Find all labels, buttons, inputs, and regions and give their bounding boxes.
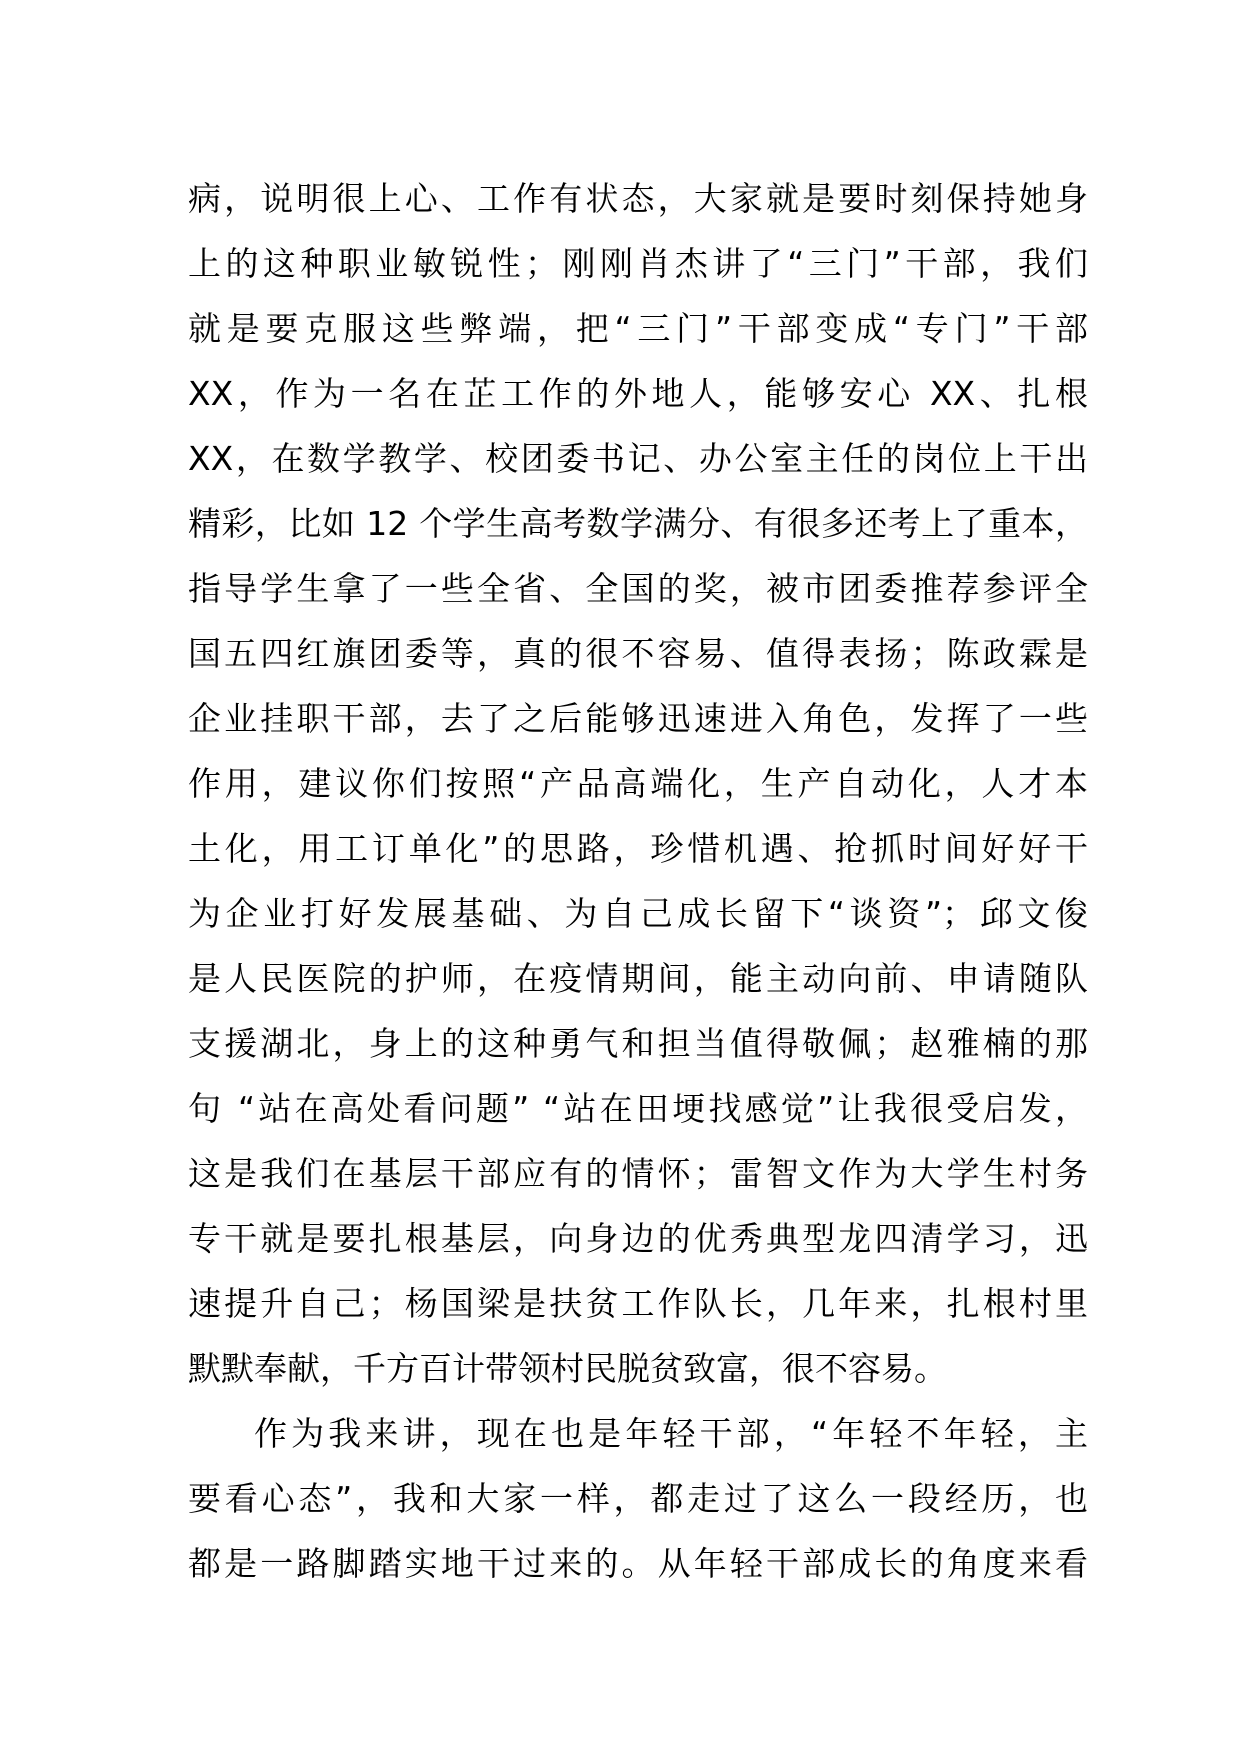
text-line: 就是要克服这些弊端，把“三门”干部变成“专门”干部 — [188, 309, 1088, 348]
text-line: 默默奉献，千方百计带领村民脱贫致富，很不容易。 — [188, 1349, 947, 1388]
text-line: 都是一路脚踏实地干过来的。从年轻干部成长的角度来看 — [188, 1544, 1088, 1583]
text-line: 作为我来讲，现在也是年轻干部，“年轻不年轻，主 — [254, 1414, 1088, 1453]
text-line: 支援湖北，身上的这种勇气和担当值得敬佩；赵雅楠的那 — [188, 1024, 1088, 1063]
text-line: XX，在数学教学、校团委书记、办公室主任的岗位上干出 — [188, 439, 1088, 478]
body-text — [188, 166, 1088, 1596]
text-line: 国五四红旗团委等，真的很不容易、值得表扬；陈政霖是 — [188, 634, 1088, 673]
paragraph-2 — [188, 1401, 1088, 1596]
text-line: 指导学生拿了一些全省、全国的奖，被市团委推荐参评全 — [188, 569, 1088, 608]
text-line: 要看心态”，我和大家一样，都走过了这么一段经历，也 — [188, 1479, 1088, 1518]
text-line: 企业挂职干部，去了之后能够迅速进入角色，发挥了一些 — [188, 699, 1088, 738]
text-line: 作用，建议你们按照“产品高端化，生产自动化，人才本 — [188, 764, 1088, 803]
text-line: 速提升自己；杨国梁是扶贫工作队长，几年来，扎根村里 — [188, 1284, 1088, 1323]
text-line: XX，作为一名在芷工作的外地人，能够安心 XX、扎根 — [188, 374, 1088, 413]
text-line: 病，说明很上心、工作有状态，大家就是要时刻保持她身 — [188, 179, 1088, 218]
text-line: 专干就是要扎根基层，向身边的优秀典型龙四清学习，迅 — [188, 1219, 1088, 1258]
text-line: 为企业打好发展基础、为自己成长留下“谈资”；邱文俊 — [188, 894, 1088, 933]
text-line: 精彩，比如 12 个学生高考数学满分、有很多还考上了重本， — [188, 504, 1088, 543]
text-line: 是人民医院的护师，在疫情期间，能主动向前、申请随队 — [188, 959, 1088, 998]
text-line: 这是我们在基层干部应有的情怀；雷智文作为大学生村务 — [188, 1154, 1088, 1193]
text-line: 句 “站在高处看问题” “站在田埂找感觉”让我很受启发， — [188, 1089, 1088, 1128]
paragraph-1 — [188, 166, 1088, 1401]
text-line: 上的这种职业敏锐性；刚刚肖杰讲了“三门”干部，我们 — [188, 244, 1088, 283]
text-line: 土化，用工订单化”的思路，珍惜机遇、抢抓时间好好干 — [188, 829, 1088, 868]
